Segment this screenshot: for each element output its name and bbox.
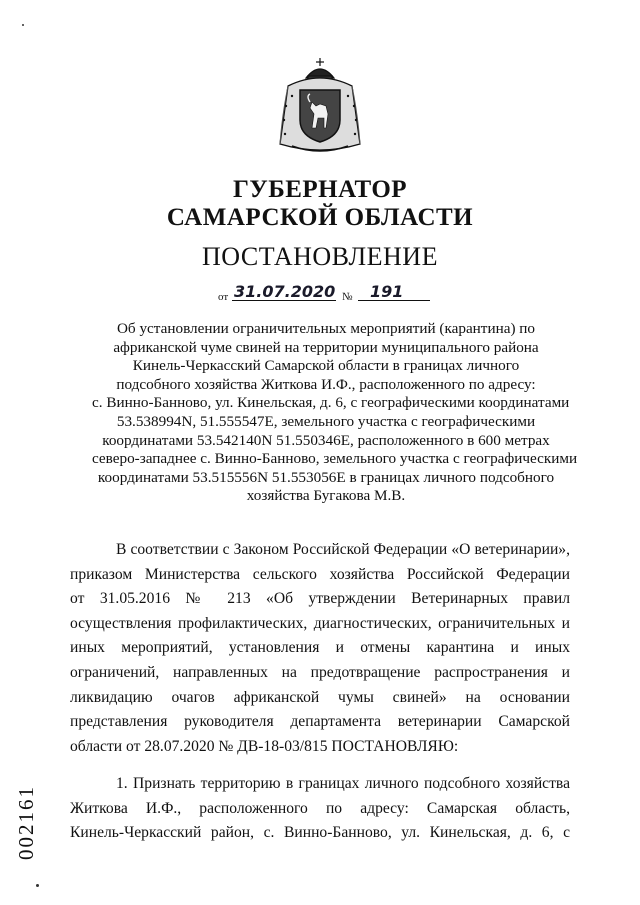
paragraph-line: ликвидацию очагов африканской чумы свиней» на основании: [70, 688, 570, 706]
paragraph-line: от 31.05.2016 № 213 «Об утверждении Ветеринарных правил: [70, 590, 570, 608]
preamble-paragraph: [70, 538, 570, 759]
subject-line: с. Винно-Банново, ул. Кинельская, д. 6, с географическими координатами: [92, 394, 570, 412]
document-type-title: ПОСТАНОВЛЕНИЕ: [202, 242, 438, 271]
handwritten-number: 191: [370, 282, 404, 301]
subject-line: Кинель-Черкасский Самарской области в границах личного: [132, 357, 520, 375]
document-serial-number: 002161: [14, 785, 38, 860]
clause-1-paragraph: [70, 772, 570, 846]
decree-subject: [92, 320, 578, 506]
date-number-line: [218, 282, 438, 302]
subject-line: северо-западнее с. Винно-Банново, земельного участка с географическими: [92, 450, 578, 468]
paragraph-line: ограничений, направленных на предотвращение распространения и: [70, 663, 570, 681]
paragraph-line: представления руководителя департамента ветеринарии Самарской: [70, 713, 570, 731]
coat-of-arms-icon: [272, 56, 368, 156]
paragraph-line: иных мероприятий, установления и отмены карантина и иных: [70, 639, 570, 657]
paragraph-line: области от 28.07.2020 № ДВ-18-03/815 ПОСТАНОВЛЯЮ:: [70, 737, 459, 755]
scan-speck: [22, 24, 24, 26]
scan-speck: [36, 884, 39, 887]
paragraph-line: В соответствии с Законом Российской Федерации «О ветеринарии»,: [116, 541, 570, 558]
subject-line: Об установлении ограничительных мероприятий (карантина) по: [116, 320, 536, 337]
paragraph-line: Кинель-Черкасский район, с. Винно-Банново, ул. Кинельская, д. 6, с: [70, 824, 570, 842]
paragraph-line: приказом Министерства сельского хозяйства Российской Федерации: [70, 565, 570, 583]
subject-line: африканской чуме свиней на территории муниципального района: [113, 338, 539, 356]
subject-line: 53.538994N, 51.555547E, земельного участка с географическими: [116, 412, 536, 430]
subject-line: координатами 53.515556N 51.553056E в границах личного подсобного: [97, 468, 555, 486]
subject-line: подсобного хозяйства Житкова И.Ф., расположенного по адресу:: [116, 375, 536, 393]
governor-title: ГУБЕРНАТОР: [232, 176, 408, 203]
paragraph-line: осуществления профилактических, диагностических, ограничительных и: [70, 614, 570, 632]
date-label: от: [218, 291, 229, 303]
number-label: №: [342, 291, 353, 303]
region-title: САМАРСКОЙ ОБЛАСТИ: [166, 204, 474, 231]
handwritten-date: 31.07.2020: [234, 282, 336, 301]
subject-line: координатами 53.542140N 51.550346E, расположенного в 600 метрах: [102, 431, 550, 449]
subject-line: хозяйства Бугакова М.В.: [246, 487, 406, 505]
paragraph-line: 1. Признать территорию в границах личного подсобного хозяйства: [116, 775, 570, 792]
paragraph-line: Житкова И.Ф., расположенного по адресу: Самарская область,: [70, 799, 570, 817]
